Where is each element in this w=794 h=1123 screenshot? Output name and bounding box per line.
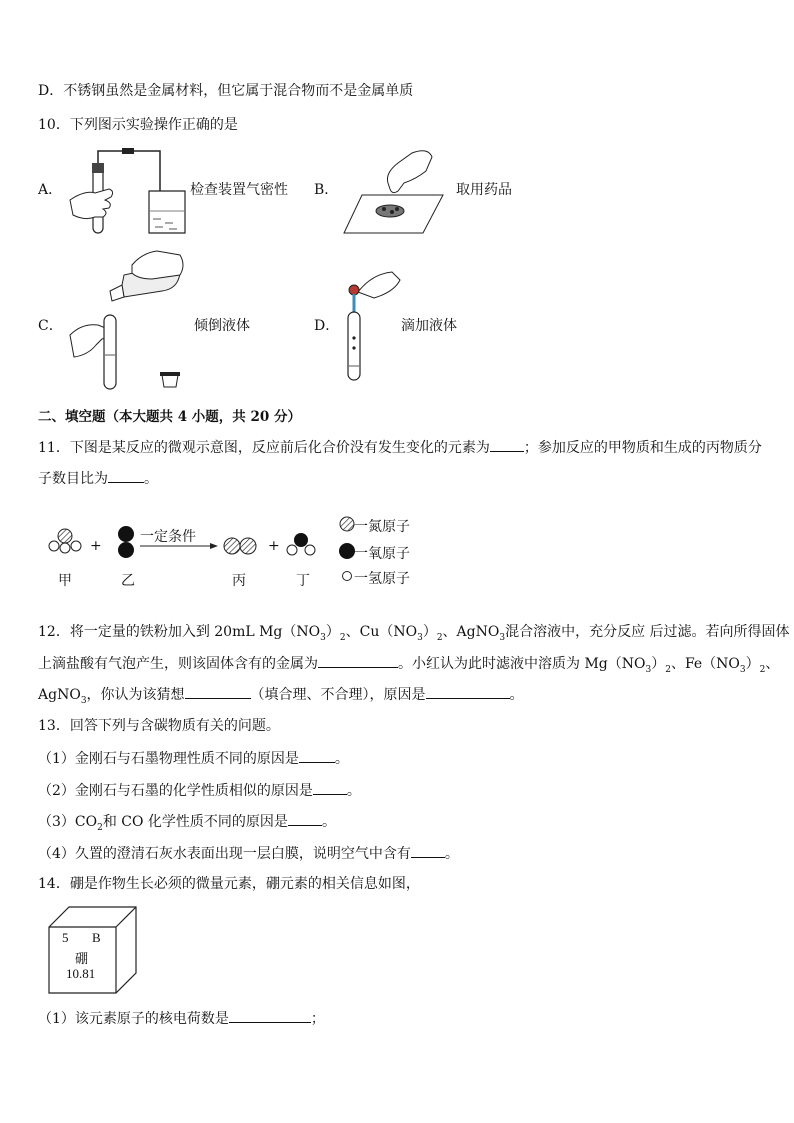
q10-option-c-letter: C．	[38, 318, 63, 334]
q11-line1: 11．下图是某反应的微观示意图，反应前后化合价没有发生变化的元素为 ；参加反应的甲物质和生成的丙物质分	[38, 437, 762, 458]
element-number: 5	[62, 930, 69, 945]
q13-blank-3[interactable]	[288, 811, 322, 826]
q10-stem: 10．下列图示实验操作正确的是	[38, 117, 238, 133]
q10-option-a-caption: 检查装置气密性	[190, 182, 288, 198]
q13-item-3: $(3)CO_2$和 CO 化学性质不同的原因是 。	[38, 811, 336, 838]
q9-option-d: D．不锈钢虽然是金属材料，但它属于混合物而不是金属单质	[38, 83, 414, 99]
q13-item-1: （1）金刚石与石墨物理性质不同的原因是 。	[38, 748, 349, 769]
molecule-ding-image	[287, 533, 315, 555]
q11-arrow-label: 一定条件	[140, 529, 196, 545]
q13-item-4: （4）久置的澄清石灰水表面出现一层白膜，说明空气中含有 。	[38, 843, 459, 864]
q11-label-jia: 甲	[58, 573, 72, 589]
element-symbol: B	[92, 930, 101, 945]
q14-stem: 14．硼是作物生长必须的微量元素，硼元素的相关信息如图，	[38, 876, 420, 892]
element-mass: 10.81	[66, 966, 96, 981]
q12-line1: 12．将一定量的铁粉加入到 20mL $Mg(NO_3)_2$、$Cu(NO_3)_2$、AgNO$_3$混合溶液中，充分反应 后过滤。若向所得固体	[38, 624, 790, 643]
molecule-jia-image	[49, 529, 81, 553]
q11-plus-2: +	[268, 538, 280, 554]
q10-option-d-caption: 滴加液体	[401, 318, 457, 334]
q13-blank-2[interactable]	[313, 780, 347, 795]
drip-liquid-image	[342, 268, 402, 383]
legend-oxygen: 一氧原子	[354, 546, 410, 562]
q10-option-c-caption: 倾倒液体	[194, 318, 250, 334]
q12-blank-3[interactable]	[426, 684, 510, 699]
oxygen-atom-icon	[339, 543, 355, 559]
hydrogen-atom-icon	[343, 572, 352, 581]
q10-option-b-caption: 取用药品	[456, 182, 512, 198]
molecule-yi-image	[118, 526, 134, 558]
q13-blank-4[interactable]	[411, 843, 445, 858]
q13-stem: 13．回答下列与含碳物质有关的问题。	[38, 718, 280, 734]
q11-line2: 子数目比为 。	[38, 468, 158, 489]
q12-line2: 上滴盐酸有气泡产生，则该固体含有的金属为 。小红认为此时滤液中溶质为 $Mg(NO_3)_2$、$Fe(NO_3)_2$、	[38, 653, 779, 680]
q13-blank-1[interactable]	[299, 748, 335, 763]
q12-blank-2[interactable]	[185, 684, 251, 699]
q11-label-ding: 丁	[296, 573, 310, 589]
nitrogen-atom-icon	[340, 517, 354, 531]
q14-sub1: （1）该元素原子的核电荷数是 ；	[38, 1008, 325, 1029]
take-reagent-image	[340, 145, 450, 237]
section-2-title: 二、填空题（本大题共 4 小题，共 20 分）	[38, 409, 301, 425]
q14-blank-1[interactable]	[229, 1008, 311, 1023]
legend-hydrogen: 一氢原子	[354, 571, 410, 587]
airtightness-apparatus-image	[65, 145, 190, 240]
q10-option-d-letter: D．	[314, 318, 340, 334]
pour-liquid-image	[62, 245, 192, 390]
q11-plus-1: +	[90, 538, 102, 554]
q11-blank-1[interactable]	[490, 437, 524, 452]
q11-blank-2[interactable]	[108, 468, 144, 483]
element-name: 硼	[75, 952, 89, 967]
q13-item-2: （2）金刚石与石墨的化学性质相似的原因是 。	[38, 780, 361, 801]
q10-option-b-letter: B．	[314, 182, 339, 198]
q11-label-yi: 乙	[121, 573, 135, 589]
molecule-bing-image	[224, 538, 256, 554]
legend-nitrogen: 一氮原子	[354, 519, 410, 535]
q12-blank-1[interactable]	[318, 653, 398, 668]
q11-label-bing: 丙	[232, 573, 246, 589]
q10-option-a-letter: A．	[38, 182, 63, 198]
q12-line3: AgNO$_3$，你认为该猜想 （填合理、不合理），原因是 。	[38, 684, 524, 711]
